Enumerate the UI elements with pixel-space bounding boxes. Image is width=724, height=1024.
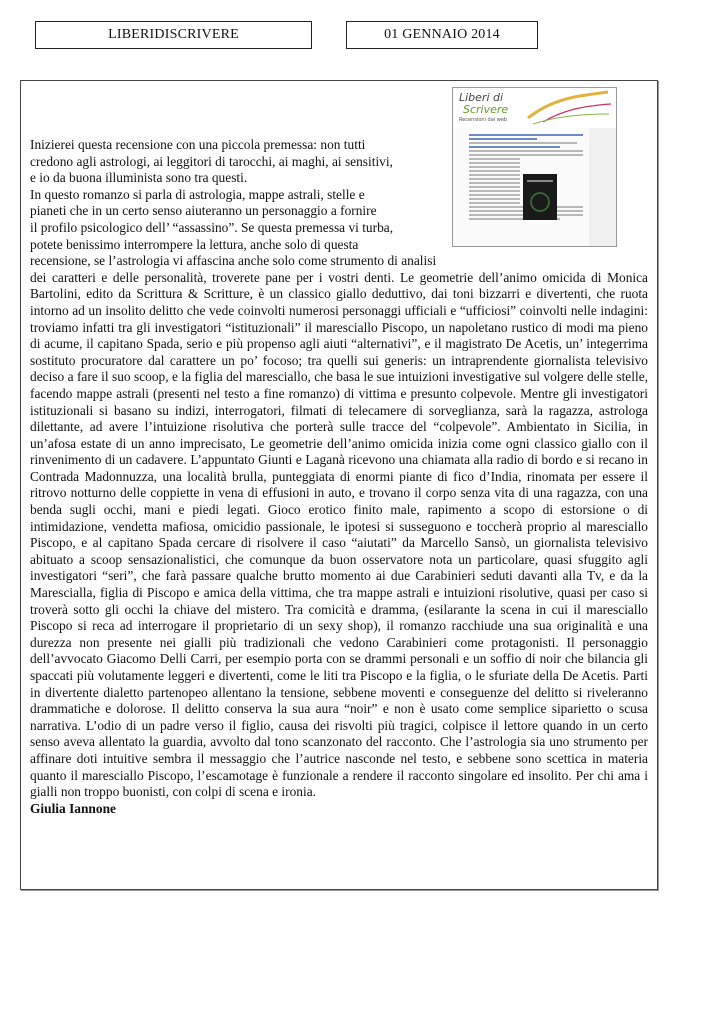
review-article: [30, 137, 648, 817]
thumbnail-logo-line2: Scrivere: [463, 103, 509, 116]
pen-hand-illustration-icon: [523, 88, 613, 128]
intro-paragraph: [30, 137, 440, 270]
header-date-label: 01 GENNAIO 2014: [384, 27, 500, 42]
author-signature: Giulia Iannone: [30, 800, 116, 816]
intro-line: il profilo psicologico dell’ “assassino”. Se questa premessa vi turba,: [30, 219, 394, 235]
intro-line: potete benissimo interrompere la lettura, anche solo di questa: [30, 236, 359, 252]
intro-line: e io da buona illuminista sono tra questi.: [30, 170, 248, 186]
intro-line: In questo romanzo si parla di astrologia, mappe astrali, stelle e: [30, 186, 365, 202]
review-body: dei caratteri e delle personalità, troverete pane per i vostri denti. Le geometrie dell’animo omicida di Monica Bartolini, edito da Scrittura & Scritture, è un classico giallo deduttivo, dai toni bizzarri e divertenti, che ruota intorno ad un insolito delitto che vede coinvolti numerosi personaggi ufficiali e “ufficiosi” coinvolti nelle indagini: troviamo infatti tra gli investigatori “istituzionali” il maresciallo Piscopo, un napoletano rustico di modi ma pieno di acume, il capitano Spada, serio e più propenso agli aiuti “alternativi”, e il magistrato De Acetis, un’ integerrima sostituto procuratore dal carattere un po’ focoso; tra quelli sui generis: un intraprendente giornalista televisivo deciso a fare il suo scoop, e la figlia del maresciallo, che basa le sue intuizioni investigative sul volgere delle stelle, facendo mappe astrali (presenti nel testo a fine romanzo) di vittima e presunto colpevole. Mentre gli investigatori istituzionali si basano su indizi, interrogatori, filmati di telecamere di sorveglianza, sarà la ragazza, astrologa dilettante, ad avere l’intuizione risolutiva che porterà sulle tracce del “colpevole”. Ambientato in Sicilia, in un’afosa estate di un anno imprecisato, Le geometrie dell’animo omicida inizia come ogni classico giallo con il rinvenimento di un cadavere. L’appuntato Giunti e Laganà ricevono una chiamata alla radio di bordo e si recano in Contrada Madonnuzza, una località brulla, punteggiata di enormi piante di fico d’India, rinomata per essere il ritrovo notturno delle coppiette in vena di effusioni in auto, e trovano il corpo senza vita di una ragazza, con una benda sugli occhi, mani e piedi legati. Gioco erotico finito male, rapimento a scopo di estorsione o di intimidazione, vendetta mafiosa, omicidio passionale, le ipotesi si susseguono e toccherà proprio al maresciallo Piscopo, e al capitano Spada cercare di risolvere il caso “aiutati” da Marcello Sansò, un giornalista televisivo abituato a scoop sensazionalistici, che comunque da buon osservatore nota un particolare, quasi sfuggito agli investigatori “seri”, che farà passare qualche brutto momento ai due Carabinieri seduti davanti alla Tv, e da la Marescialla, figlia di Piscopo e amica della vittima, che tra mappe astrali e intuizioni risolutive, quasi per caso si troverà sotto gli occhi la chiave del mistero. Tra comicità e dramma, (esilarante la scena in cui il maresciallo Piscopo si reca ad interrogare il proprietario di un sexy shop), il romanzo racchiude una sua originalità e una durezza non presente nei gialli più tradizionali che vedono Carabinieri come protagonisti. Il personaggio dell’avvocato Giacomo Delli Carri, per esempio porta con se drammi personali e un soffio di noir che bilancia gli spaccati più volutamente leggeri e divertenti, come le liti tra Piscopo e la figlia, o le sfuriate della De Acetis. Parti in divertente dialetto partenopeo allentano la tensione, sebbene moventi e conseguenze del delitto si riveleranno drammatiche e dolorose. Il delitto conserva la sua aura “noir” e non è usato come semplice siparietto o scusa narrativa. L’odio di un padre verso il figlio, causa dei risvolti più tragici, colpisce il lettore quando in un certo senso aveva allentato la guardia, avvolto dal tono scanzonato del racconto. Che l’astrologia sia uno strumento per affinare doti intuitive sembra il messaggio che l’autrice nasconde nel testo, e sebbene sono scettica in materia quanto il maresciallo Piscopo, l’escamotage è funzionale a rendere il racconto singolare ed insolito. Per chi ama i gialli non troppo buonisti, con colpi di scena e ironia.: [30, 269, 648, 800]
thumbnail-logo-tagline: Recensioni dal web: [459, 117, 508, 123]
intro-line: pianeti che in un certo senso aiuteranno un personaggio a fornire: [30, 203, 377, 219]
intro-line: recensione, se l’astrologia vi affascina anche solo come strumento di analisi: [30, 253, 437, 269]
thumbnail-logo-line1: Liberi di: [459, 91, 504, 104]
header-source-label: LIBERIDISCRIVERE: [108, 27, 239, 42]
header-source-box: [35, 21, 312, 49]
intro-line: credono agli astrologi, ai leggitori di tarocchi, ai maghi, ai sensitivi,: [30, 153, 393, 169]
thumbnail-banner: [453, 88, 616, 128]
header-date-box: [346, 21, 538, 49]
intro-line: Inizierei questa recensione con una piccola premessa: non tutti: [30, 137, 366, 152]
